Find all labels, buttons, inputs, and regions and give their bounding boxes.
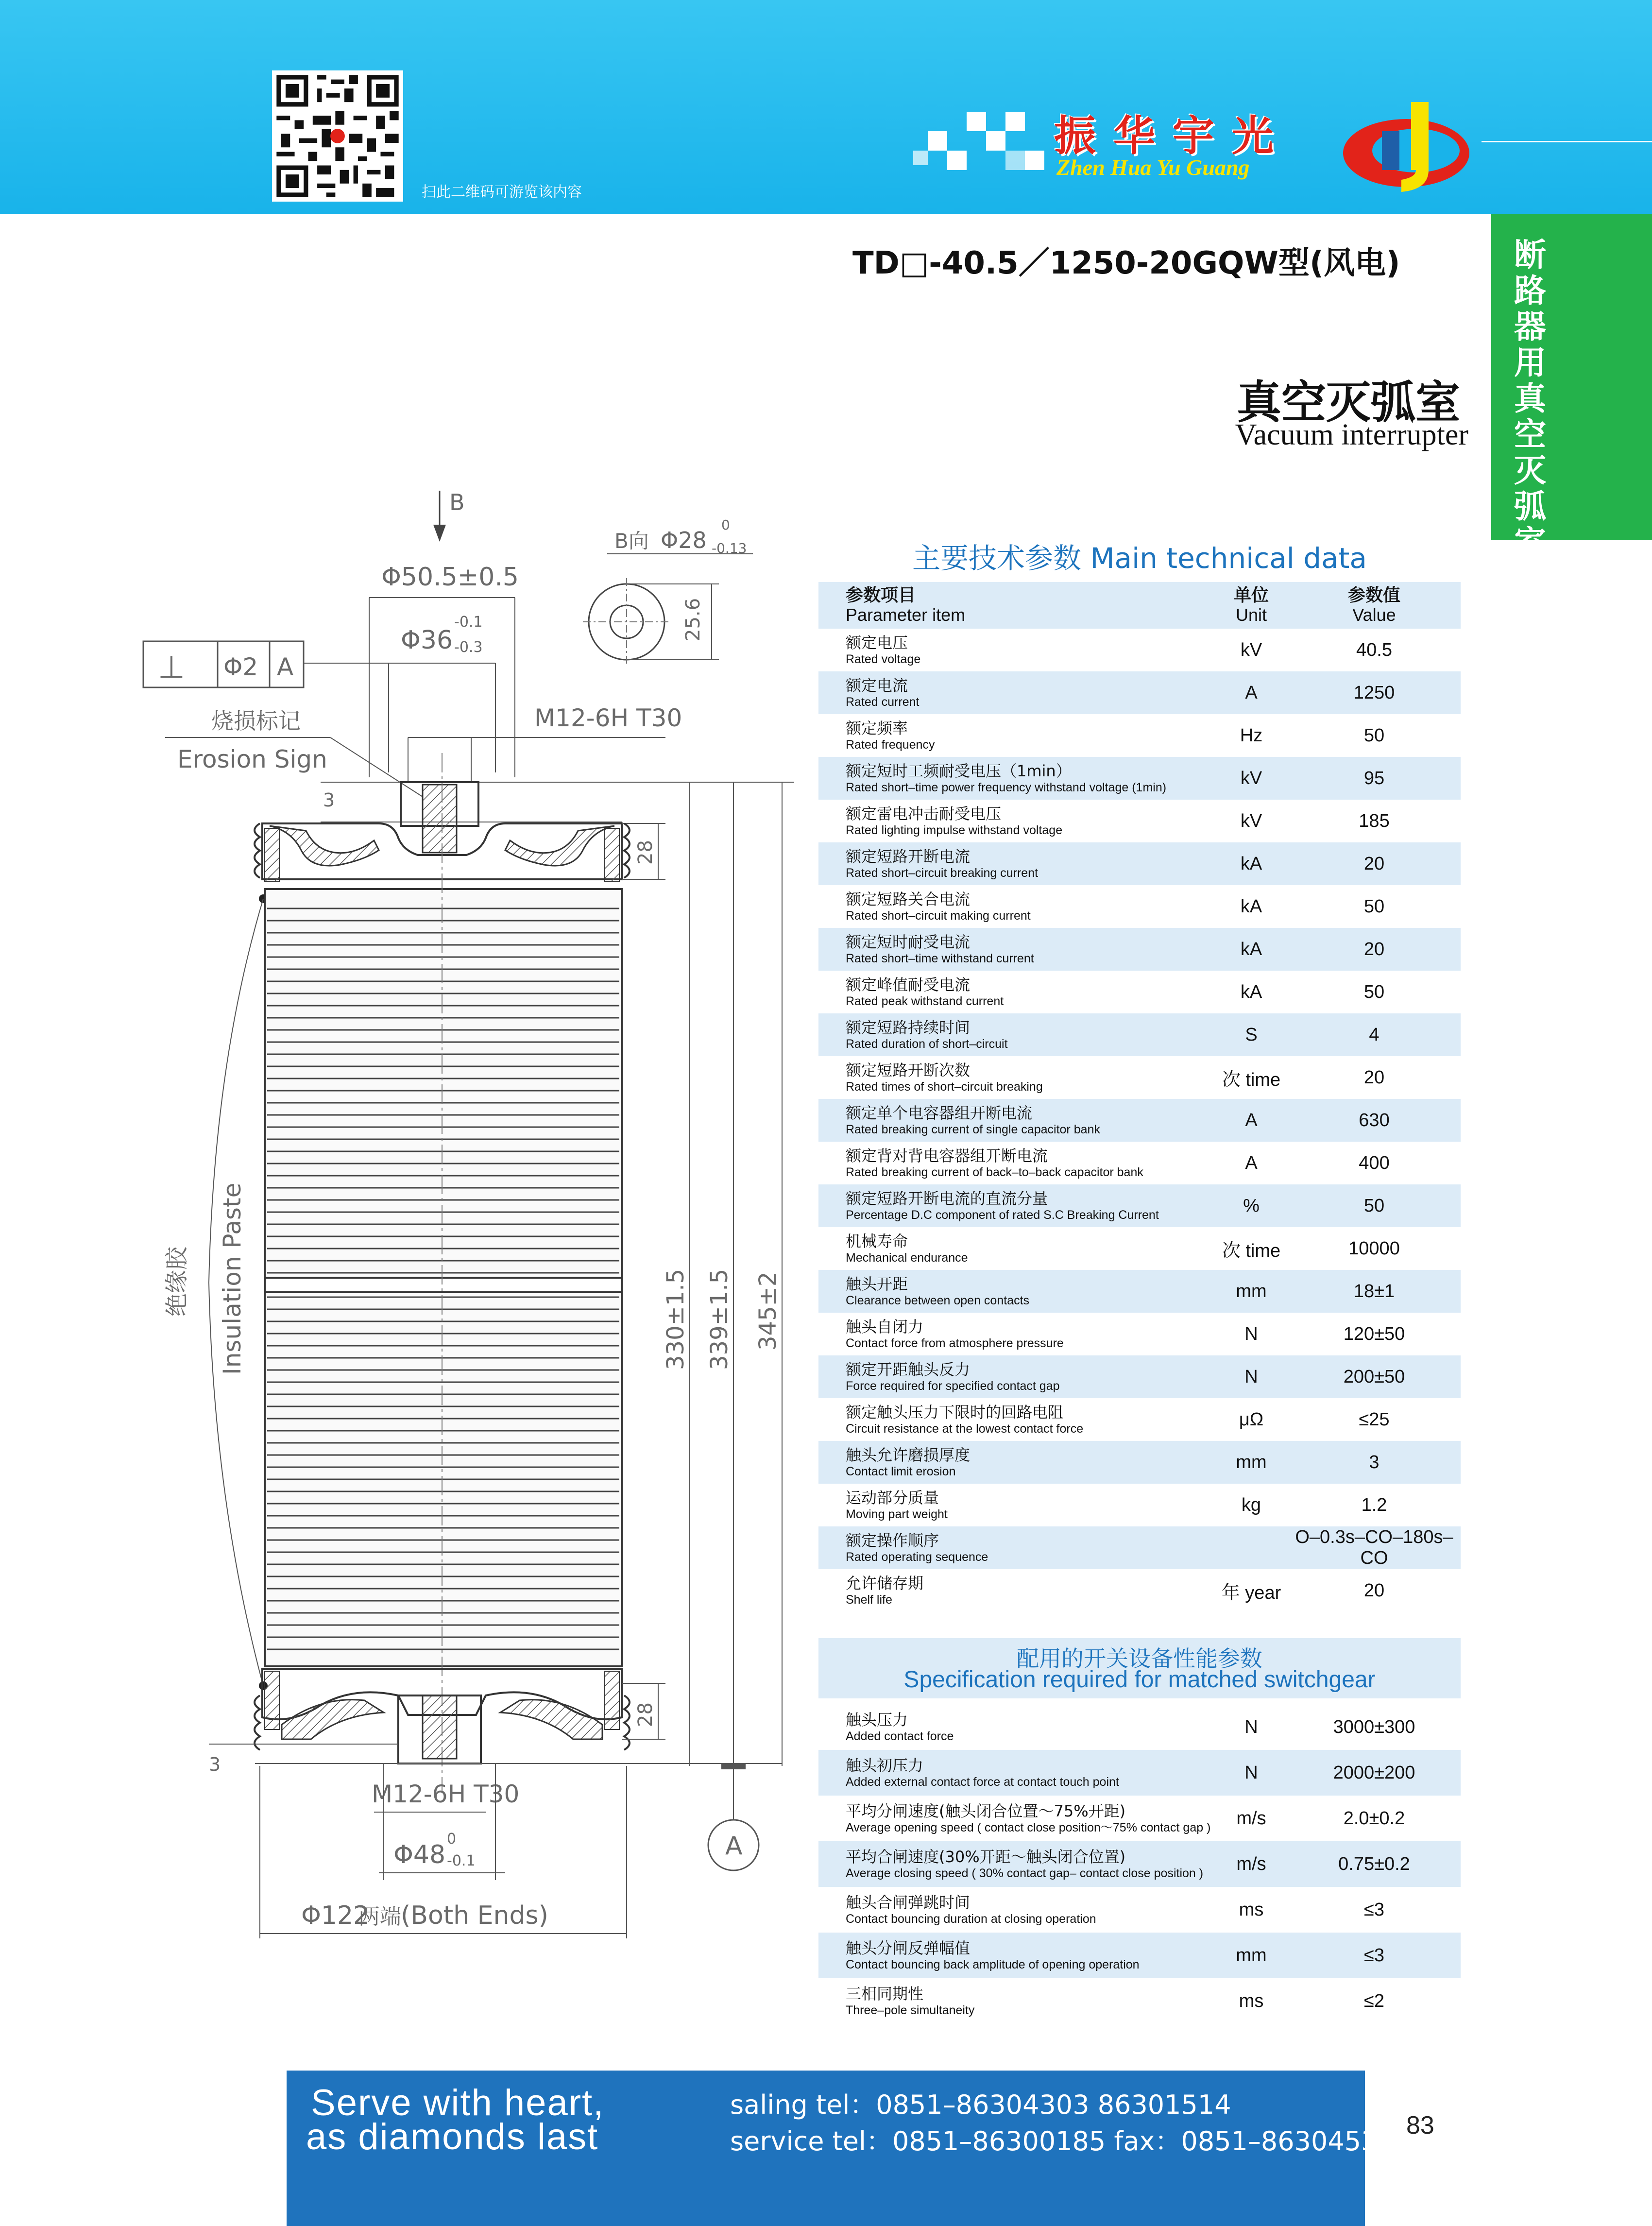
- d48-tol-dn: -0.1: [447, 1852, 476, 1869]
- param-unit: %: [1243, 1195, 1260, 1216]
- param-name-en: Average closing speed ( 30% contact gap– contact close position ): [846, 1866, 1204, 1880]
- param-value: 1250: [1353, 682, 1395, 703]
- sales-phone[interactable]: saling tel：0851–86304303 86301514: [730, 2089, 1231, 2120]
- dim-3-top: 3: [323, 789, 335, 811]
- dim-3-bot: 3: [209, 1754, 221, 1775]
- param-name-en: Added contact force: [846, 1729, 954, 1743]
- thread-top: M12-6H T30: [534, 704, 682, 732]
- param-name-en: Rated breaking current of single capacitor bank: [846, 1123, 1100, 1136]
- param-name-cn: 触头开距: [846, 1275, 908, 1293]
- d48-tol-up: 0: [447, 1831, 457, 1848]
- param-name-cn: 触头分闸反弹幅值: [846, 1939, 971, 1957]
- param-value: 50: [1363, 725, 1385, 746]
- param-unit: mm: [1236, 1281, 1267, 1301]
- param-name-cn: 三相同期性: [846, 1985, 924, 2003]
- param-value: 50: [1363, 896, 1385, 917]
- param-value: 10000: [1348, 1238, 1400, 1259]
- param-name-en: Rated duration of short–circuit: [846, 1037, 1008, 1051]
- d50-label: Φ50.5±0.5: [381, 563, 519, 592]
- product-name-en: Vacuum interrupter: [1235, 418, 1468, 451]
- param-name-cn: 额定操作顺序: [846, 1531, 939, 1550]
- header-value-cn: 参数值: [1347, 585, 1400, 605]
- table-row: [818, 1796, 1461, 1841]
- param-value: 200±50: [1343, 1366, 1405, 1387]
- header-unit-cn: 单位: [1233, 585, 1269, 605]
- table-row: [818, 1184, 1461, 1227]
- param-unit: μΩ: [1239, 1409, 1264, 1430]
- param-value: 3000±300: [1333, 1716, 1415, 1737]
- param-name-cn: 额定雷电冲击耐受电压: [846, 805, 1002, 823]
- param-name-cn: 运动部分质量: [846, 1489, 939, 1507]
- param-name-cn: 额定电压: [846, 634, 908, 652]
- table-row: [818, 1313, 1461, 1355]
- header-param-en: Parameter item: [846, 605, 966, 625]
- header-unit-en: Unit: [1235, 605, 1267, 625]
- dim-28-top: 28: [634, 840, 657, 865]
- product-name-cn: 真空灭弧室: [1236, 377, 1460, 428]
- table-row: [818, 1227, 1461, 1270]
- param-unit: mm: [1236, 1452, 1267, 1473]
- table-row: [818, 671, 1461, 714]
- param-value: O–0.3s–CO–180s–CO: [1295, 1527, 1453, 1568]
- param-name-cn: 额定短路开断电流: [846, 847, 971, 866]
- param-unit: N: [1244, 1716, 1258, 1737]
- param-name-en: Moving part weight: [846, 1507, 948, 1521]
- d36-tol-up: -0.1: [454, 614, 483, 631]
- param-unit: N: [1244, 1366, 1258, 1387]
- param-name-cn: 触头合闸弹跳时间: [846, 1893, 971, 1912]
- param-unit: ms: [1239, 1990, 1264, 2011]
- param-name-en: Force required for specified contact gap: [846, 1379, 1060, 1393]
- param-unit: Hz: [1240, 725, 1263, 746]
- view-b-direction: B向: [614, 529, 649, 553]
- param-unit: 次 time: [1222, 1069, 1281, 1090]
- table-row: [818, 1013, 1461, 1056]
- d36-label: Φ36: [401, 626, 453, 655]
- thread-bottom: M12-6H T30: [372, 1780, 520, 1808]
- param-name-cn: 触头允许磨损厚度: [846, 1446, 971, 1464]
- d28-label: Φ28: [661, 527, 707, 553]
- param-name-cn: 额定背对背电容器组开断电流: [846, 1147, 1048, 1165]
- table-row: [818, 1526, 1461, 1569]
- table-row: [818, 928, 1461, 971]
- param-value: 3: [1369, 1452, 1380, 1473]
- param-value: ≤3: [1364, 1899, 1384, 1920]
- param-name-en: Rated operating sequence: [846, 1550, 988, 1564]
- param-name-en: Circuit resistance at the lowest contact force: [846, 1422, 1084, 1436]
- table-row: [818, 1978, 1461, 2024]
- table-row: [818, 1841, 1461, 1887]
- table-row: [818, 1484, 1461, 1526]
- company-logo-icon[interactable]: [1338, 97, 1474, 199]
- table-row: [818, 757, 1461, 800]
- decorative-squares-icon: [913, 104, 1054, 187]
- dim-330: 330±1.5: [662, 1268, 689, 1370]
- gdt-datum: A: [277, 653, 294, 681]
- table-row: [818, 1355, 1461, 1398]
- table-row: [818, 1933, 1461, 1978]
- param-name-cn: 平均分闸速度(触头闭合位置～75%开距): [846, 1802, 1126, 1820]
- param-value: 50: [1363, 1195, 1385, 1216]
- param-name-en: Contact bouncing duration at closing operation: [846, 1912, 1096, 1926]
- d36-tol-dn: -0.3: [454, 639, 483, 656]
- d48-label: Φ48: [393, 1840, 446, 1869]
- header-rule: [1482, 141, 1652, 142]
- param-value: 2.0±0.2: [1343, 1808, 1405, 1829]
- param-name-cn: 额定短时耐受电流: [846, 933, 971, 951]
- param-name-en: Contact bouncing back amplitude of opening operation: [846, 1958, 1140, 1971]
- param-name-en: Mechanical endurance: [846, 1251, 968, 1265]
- param-name-cn: 额定电流: [846, 676, 908, 695]
- param-unit: m/s: [1236, 1853, 1266, 1874]
- erosion-sign-cn: 烧损标记: [211, 708, 301, 734]
- param-name-en: Rated short–time power frequency withstand voltage (1min): [846, 781, 1167, 794]
- param-name-en: Rated short–circuit breaking current: [846, 866, 1039, 880]
- view-b-label: B: [449, 489, 465, 515]
- param-value: 120±50: [1343, 1323, 1405, 1344]
- param-name-cn: 额定短路持续时间: [846, 1018, 971, 1037]
- header-param-cn: 参数项目: [846, 585, 916, 605]
- param-unit: kV: [1240, 639, 1262, 660]
- param-unit: m/s: [1236, 1808, 1266, 1829]
- param-name-cn: 额定短时工频耐受电压（1min）: [846, 762, 1072, 780]
- table-row: [818, 1441, 1461, 1484]
- param-name-en: Shelf life: [846, 1593, 892, 1607]
- param-name-cn: 额定短路关合电流: [846, 890, 971, 908]
- table-row: [818, 885, 1461, 928]
- param-unit: kA: [1240, 853, 1262, 874]
- param-value: 2000±200: [1333, 1762, 1415, 1783]
- param-unit: 次 time: [1222, 1240, 1281, 1261]
- page-number: 83: [1406, 2111, 1434, 2140]
- dim-345: 345±2: [754, 1271, 782, 1351]
- param-name-en: Rated current: [846, 695, 920, 709]
- param-value: 95: [1363, 768, 1385, 788]
- both-ends-cn: 两端: [358, 1904, 401, 1929]
- table-row: [818, 842, 1461, 885]
- param-name-cn: 额定峰值耐受电流: [846, 976, 971, 994]
- param-unit: A: [1245, 1110, 1258, 1130]
- param-unit: A: [1245, 1152, 1258, 1173]
- header-banner: [0, 0, 1652, 214]
- param-value: ≤2: [1364, 1990, 1384, 2011]
- param-name-en: Rated times of short–circuit breaking: [846, 1080, 1043, 1094]
- table-row: [818, 1099, 1461, 1142]
- param-unit: kA: [1240, 939, 1262, 959]
- param-value: ≤25: [1359, 1409, 1390, 1430]
- param-name-cn: 额定短路开断次数: [846, 1061, 971, 1079]
- param-name-cn: 触头自闭力: [846, 1318, 924, 1336]
- param-value: 50: [1363, 981, 1385, 1002]
- param-name-en: Contact force from atmosphere pressure: [846, 1336, 1064, 1350]
- param-name-cn: 允许储存期: [846, 1574, 924, 1592]
- dim-339: 339±1.5: [706, 1268, 733, 1370]
- param-name-cn: 额定短路开断电流的直流分量: [846, 1189, 1048, 1208]
- param-value: ≤3: [1364, 1945, 1384, 1966]
- param-name-cn: 额定单个电容器组开断电流: [846, 1104, 1033, 1122]
- table-row: [818, 971, 1461, 1013]
- param-name-en: Contact limit erosion: [846, 1465, 956, 1478]
- param-name-en: Clearance between open contacts: [846, 1294, 1030, 1307]
- param-value: 20: [1363, 1067, 1385, 1088]
- param-value: 20: [1363, 939, 1385, 959]
- param-unit: kA: [1240, 981, 1262, 1002]
- table-row: [818, 1398, 1461, 1441]
- param-name-en: Rated frequency: [846, 738, 935, 752]
- table-row: [818, 1887, 1461, 1933]
- brand-name-en: Zhen Hua Yu Guang: [1056, 155, 1250, 180]
- param-unit: kV: [1240, 810, 1262, 831]
- header-value-en: Value: [1352, 605, 1396, 625]
- param-name-cn: 触头压力: [846, 1711, 908, 1729]
- param-name-cn: 额定频率: [846, 719, 908, 737]
- slogan-line-1: Serve with heart,: [311, 2082, 605, 2123]
- param-name-en: Rated short–time withstand current: [846, 952, 1034, 965]
- table-row: [818, 1750, 1461, 1796]
- qr-code-icon[interactable]: [272, 70, 403, 202]
- insulation-paste-cn: 绝缘胶: [163, 1246, 190, 1317]
- d28-tol-0: 0: [721, 517, 730, 533]
- table-row: [818, 714, 1461, 757]
- param-name-en: Average opening speed ( contact close position～75% contact gap ): [846, 1821, 1211, 1834]
- datum-a-label: A: [725, 1832, 743, 1861]
- table-row: [818, 629, 1461, 671]
- dim-25-6: 25.6: [682, 598, 704, 641]
- main-data-table: [818, 582, 1461, 1612]
- both-ends-en: (Both Ends): [401, 1901, 548, 1930]
- param-name-en: Three–pole simultaneity: [846, 2003, 975, 2017]
- param-value: 185: [1359, 810, 1390, 831]
- d122-label: Φ122: [301, 1901, 370, 1930]
- d28-tol: -0.13: [712, 540, 747, 556]
- param-unit: A: [1245, 682, 1258, 703]
- switchgear-title-en: Specification required for matched switchgear: [903, 1667, 1376, 1693]
- param-unit: kV: [1240, 768, 1262, 788]
- erosion-sign-en: Erosion Sign: [177, 745, 327, 773]
- param-name-cn: 额定开距触头反力: [846, 1360, 971, 1379]
- param-value: 40.5: [1356, 639, 1392, 660]
- param-name-cn: 触头初压力: [846, 1756, 924, 1775]
- param-unit: [1215, 1526, 1288, 1569]
- service-phone[interactable]: service tel：0851–86300185 fax：0851–86304534: [730, 2126, 1395, 2157]
- gdt-perpendicular-icon: ⊥: [158, 650, 185, 685]
- param-name-cn: 额定触头压力下限时的回路电阻: [846, 1403, 1064, 1421]
- param-value: 0.75±0.2: [1338, 1853, 1410, 1874]
- qr-caption: 扫此二维码可游览该内容: [422, 184, 582, 201]
- param-unit: N: [1244, 1762, 1258, 1783]
- param-name-en: Rated peak withstand current: [846, 994, 1004, 1008]
- dim-28-bot: 28: [634, 1702, 657, 1727]
- insulation-paste-en: Insulation Paste: [218, 1182, 246, 1375]
- param-unit: S: [1245, 1024, 1258, 1045]
- param-unit: kA: [1240, 896, 1262, 917]
- table-row: [818, 1142, 1461, 1184]
- gdt-tolerance: Φ2: [223, 653, 258, 681]
- param-name-en: Rated voltage: [846, 652, 921, 666]
- table-row: [818, 1270, 1461, 1313]
- param-name-en: Rated short–circuit making current: [846, 909, 1031, 923]
- table-row: [818, 1056, 1461, 1099]
- table-row: [818, 1704, 1461, 1750]
- table-header-row: [818, 582, 1461, 629]
- param-name-cn: 平均合闸速度(30%开距～触头闭合位置): [846, 1848, 1126, 1866]
- switchgear-title-cn: 配用的开关设备性能参数: [1017, 1645, 1262, 1672]
- param-value: 20: [1363, 1580, 1385, 1601]
- table-row: [818, 800, 1461, 842]
- param-name-cn: 机械寿命: [846, 1232, 908, 1250]
- param-value: 630: [1359, 1110, 1390, 1130]
- param-unit: 年 year: [1221, 1582, 1281, 1603]
- table-row: [818, 1569, 1461, 1612]
- param-value: 1.2: [1361, 1494, 1387, 1515]
- param-value: 4: [1369, 1024, 1380, 1045]
- param-unit: N: [1244, 1323, 1258, 1344]
- category-tab-label: 断路器用真空灭弧室: [1514, 236, 1546, 561]
- product-model: TD□-40.5／1250-20GQW型(风电): [852, 245, 1400, 281]
- param-unit: ms: [1239, 1899, 1264, 1920]
- main-data-title: 主要技术参数 Main technical data: [912, 542, 1367, 575]
- param-name-en: Percentage D.C component of rated S.C Breaking Current: [846, 1208, 1159, 1222]
- param-value: 20: [1363, 853, 1385, 874]
- param-name-en: Added external contact force at contact touch point: [846, 1775, 1119, 1789]
- param-value: 18±1: [1353, 1281, 1395, 1301]
- param-name-en: Rated breaking current of back–to–back capacitor bank: [846, 1165, 1143, 1179]
- param-name-en: Rated lighting impulse withstand voltage: [846, 823, 1063, 837]
- param-unit: mm: [1236, 1945, 1267, 1966]
- slogan-line-2: as diamonds last: [306, 2116, 599, 2158]
- param-value: 400: [1359, 1152, 1390, 1173]
- param-unit: kg: [1241, 1494, 1261, 1515]
- technical-drawing: [136, 481, 816, 1977]
- brand-name-cn: 振华宇光: [1054, 112, 1291, 160]
- switchgear-data-table: [818, 1704, 1461, 2024]
